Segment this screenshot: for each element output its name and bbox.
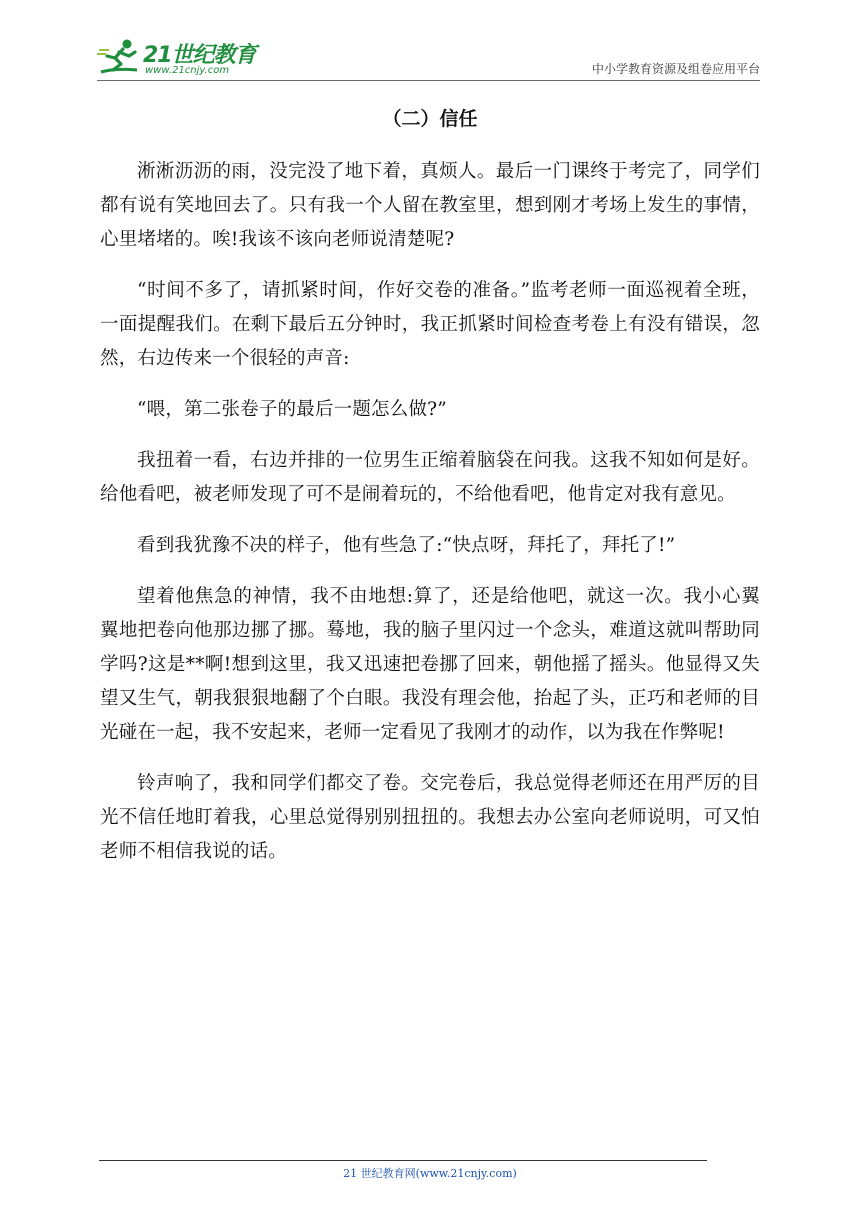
- paragraph-4: 我扭着一看，右边并排的一位男生正缩着脑袋在问我。这我不知如何是好。给他看吧，被老师发现了可不是闹着玩的，不给他看吧，他肯定对我有意见。: [100, 450, 760, 505]
- header-tagline: 中小学教育资源及组卷应用平台: [591, 62, 760, 76]
- paragraph-1: 淅淅沥沥的雨，没完没了地下着，真烦人。最后一门课终于考完了，同学们都有说有笑地回去了。只有我一个人留在教室里，想到刚才考场上发生的事情，心里堵堵的。唉!我该不该向老师说清楚呢?: [100, 161, 760, 250]
- header-divider: [97, 80, 760, 81]
- footer-divider: [99, 1160, 707, 1161]
- logo-text: 21世纪教育: [143, 43, 256, 68]
- document-body: [100, 102, 760, 886]
- footer-text: 21 世纪教育网(www.21cnjy.com): [343, 1167, 517, 1180]
- paragraph-6: 望着他焦急的神情，我不由地想:算了，还是给他吧，就这一次。我小心翼翼地把卷向他那边挪了挪。蓦地，我的脑子里闪过一个念头，难道这就叫帮助同学吗?这是**啊!想到这里，我又迅速把卷挪了回来，朝他摇了摇头。他显得又失望又生气，朝我狠狠地翻了个白眼。我没有理会他，抬起了头，正巧和老师的目光碰在一起，我不安起来，老师一定看见了我刚才的动作，以为我在作弊呢!: [100, 586, 760, 743]
- page-title: （二）信任: [382, 108, 478, 130]
- runner-icon: [97, 38, 143, 78]
- paragraph-7: 铃声响了，我和同学们都交了卷。交完卷后，我总觉得老师还在用严厉的目光不信任地盯着我，心里总觉得别别扭扭的。我想去办公室向老师说明，可又怕老师不相信我说的话。: [100, 773, 760, 862]
- paragraph-5: 看到我犹豫不决的样子，他有些急了:“快点呀，拜托了，拜托了!”: [137, 535, 676, 556]
- paragraph-2: “时间不多了，请抓紧时间，作好交卷的准备。”监考老师一面巡视着全班，一面提醒我们。在剩下最后五分钟时，我正抓紧时间检查考卷上有没有错误，忽然，右边传来一个很轻的声音:: [100, 280, 760, 369]
- logo: [97, 38, 297, 80]
- paragraph-3: “喂，第二张卷子的最后一题怎么做?”: [137, 399, 447, 420]
- page-header: [97, 38, 760, 80]
- logo-url: www.21cnjy.com: [145, 65, 230, 76]
